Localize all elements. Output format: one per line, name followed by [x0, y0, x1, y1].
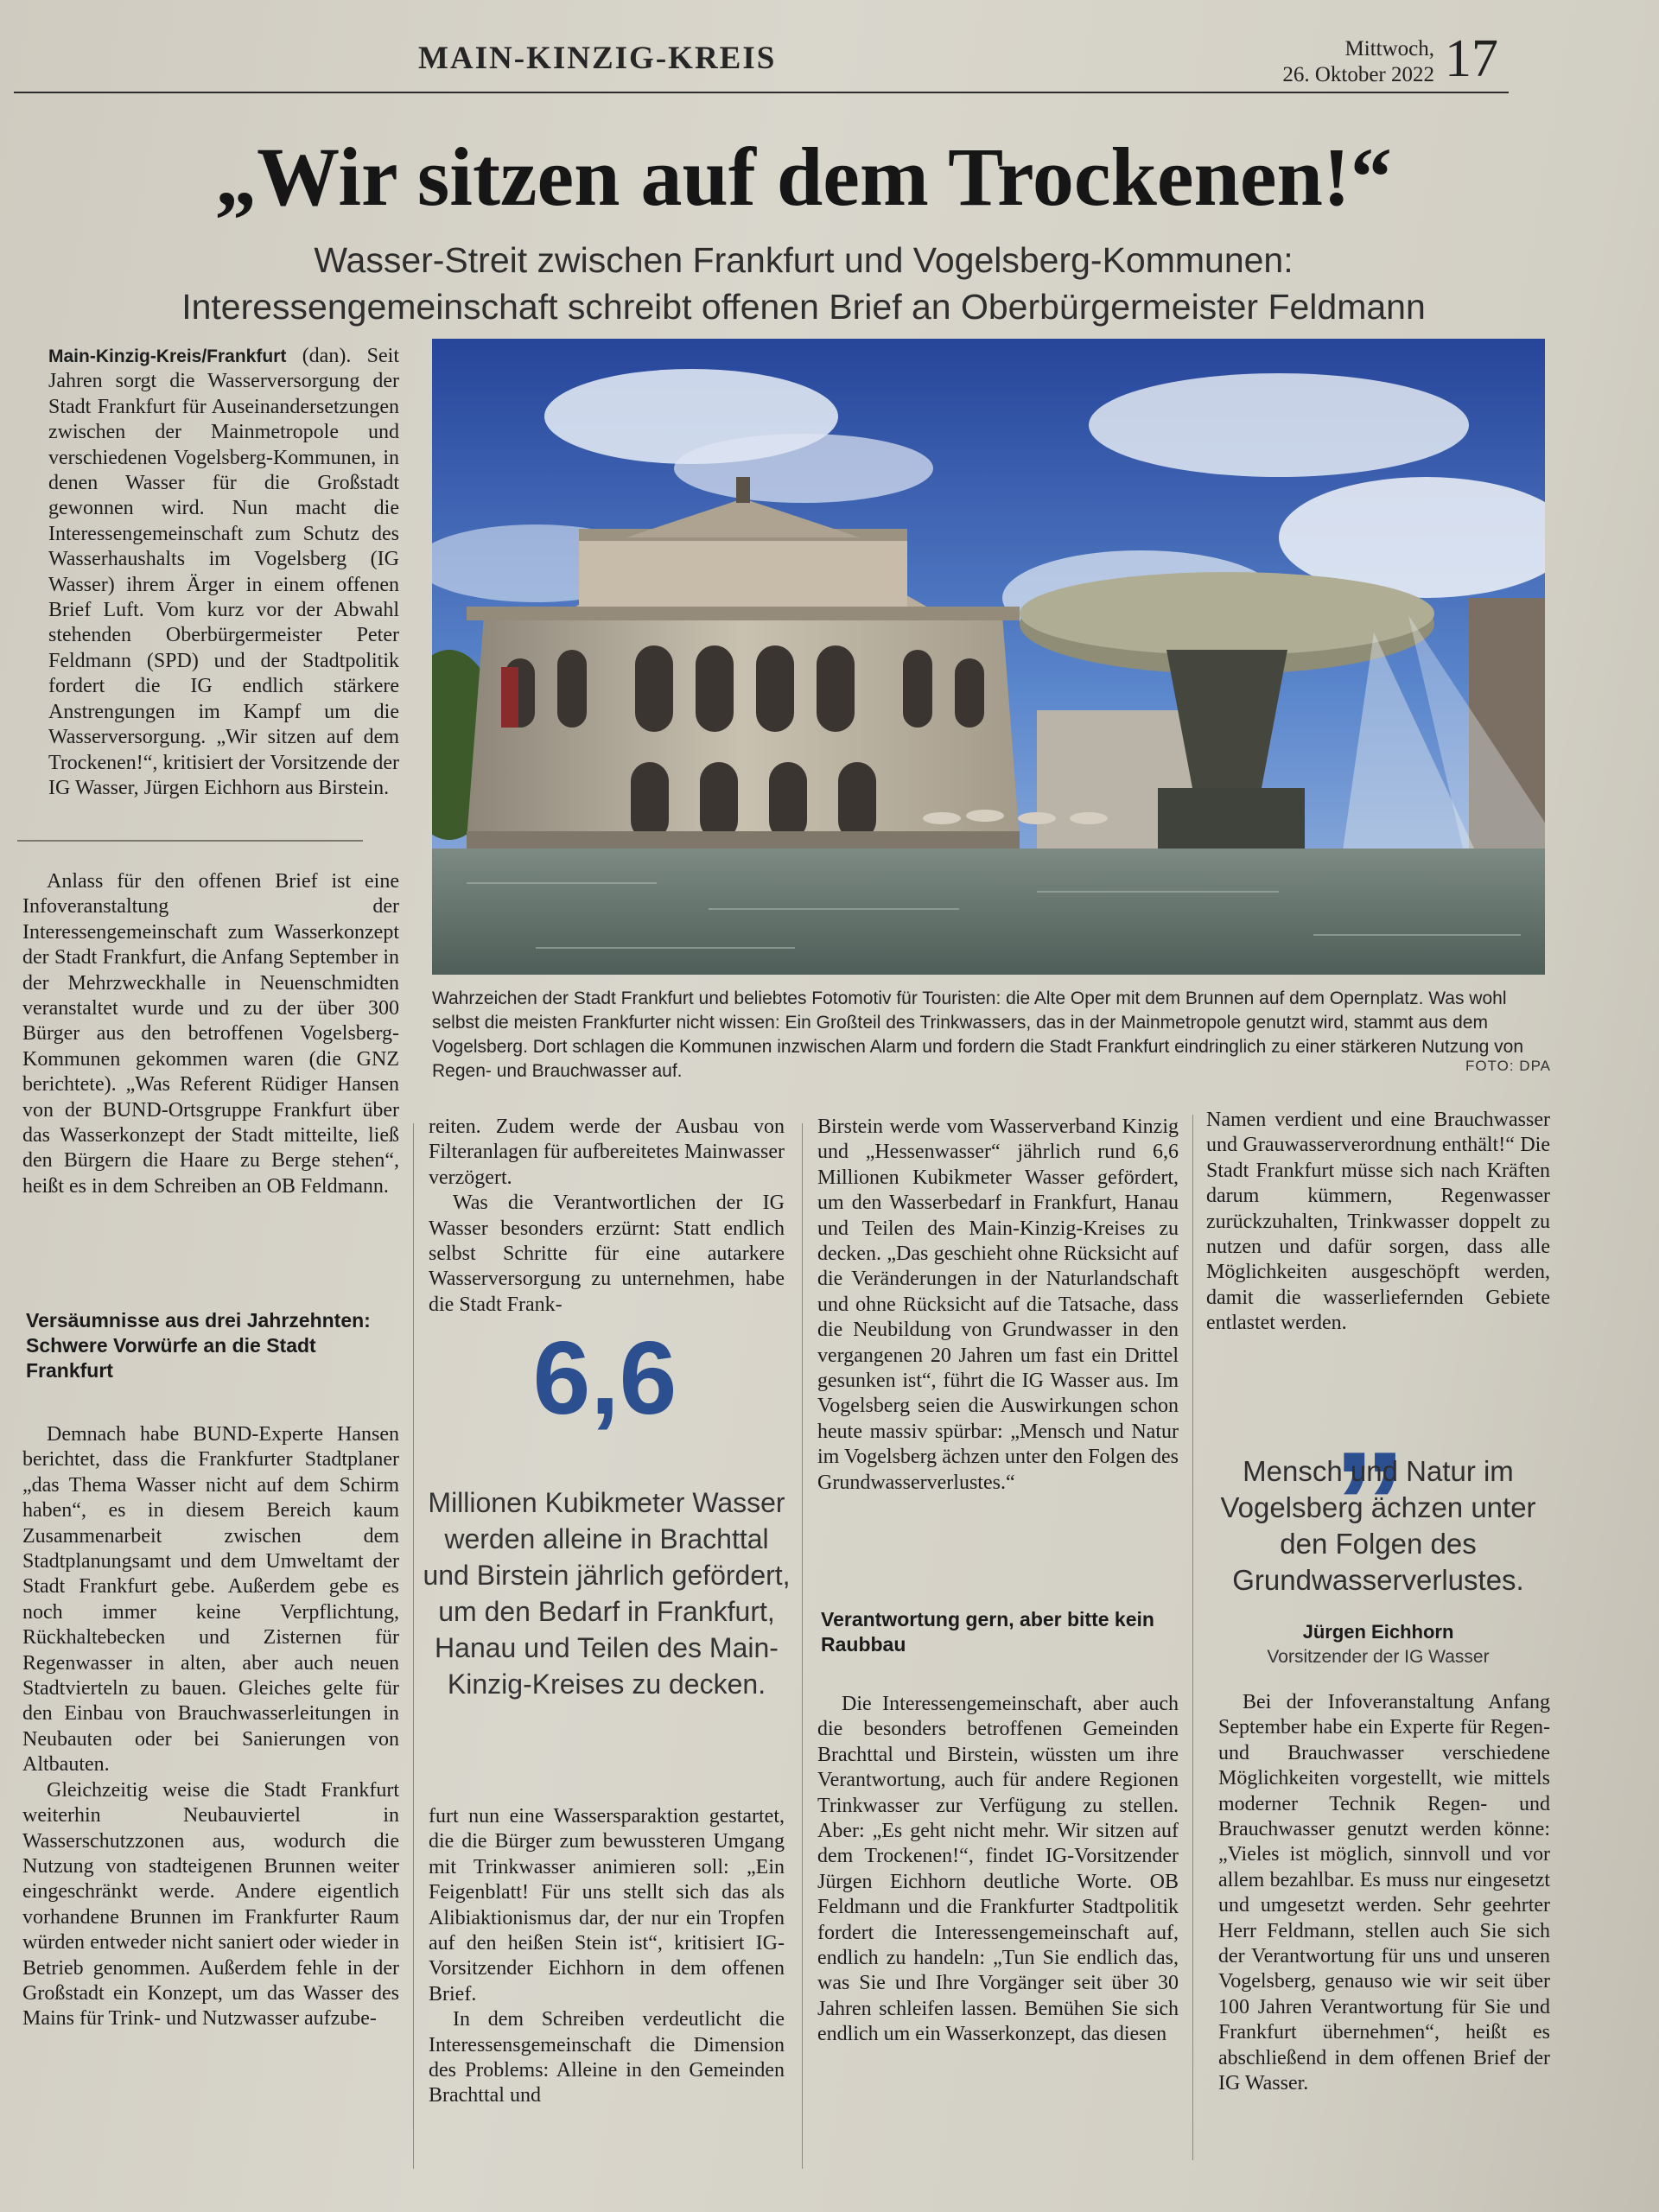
column-divider — [413, 1123, 414, 2169]
paragraph: Was die Verantwortlichen der IG Wasser besonders erzürnt: Statt endlich selbst Schritte für eine autarkere Wasserversorgung zu unternehmen, habe die Stadt Frank- — [429, 1192, 785, 1316]
lead-paragraph — [48, 344, 399, 801]
dateline: Main-Kinzig-Kreis/Frankfurt — [48, 346, 287, 366]
column-divider — [1192, 1115, 1193, 2160]
column-3-bottom — [817, 1692, 1179, 2048]
column-1-top — [22, 869, 399, 1199]
column-divider — [802, 1123, 803, 2169]
photo-credit: FOTO: DPA — [1465, 1058, 1551, 1074]
lead-text: Seit Jahren sorgt die Wasserversorgung der Stadt Frankfurt für Auseinandersetzungen zwischen der Mainmetropole und verschiedenen Vogelsberg-Kommunen, in denen Wasser für die Großstadt gewonnen wird. Nun macht die Interessengemeinschaft zum Schutz des Wasserhaushalts im Vogelsberg (IG Wasser) ihrem Ärger in einem offenen Brief Luft. Vom kurz vor der Abwahl stehenden Oberbürgermeister Peter Feldmann (SPD) und der Stadtpolitik fordert die IG endlich stärkere Anstrengungen im Kampf um die Wasserversorgung. „Wir sitzen auf dem Trockenen!“, kritisiert der Vorsitzende der IG Wasser, Jürgen Eichhorn aus Birstein. — [48, 345, 399, 799]
pullquote-mark: „ — [1332, 1339, 1407, 1503]
pullquote-author: Jürgen Eichhorn — [1302, 1621, 1454, 1643]
paragraph: Namen verdient und eine Brauchwasser und Grauwasserverordnung enthält!“ Die Stadt Frankfurt müsse sich nach Kräften darum kümmern, Regenwasser zurückzuhalten, Trinkwasser doppelt zu nutzen und dafür sorgen, dass alle Möglichkeiten ausgeschöpft werden, damit die wasserliefernden Gebiete entlastet werden. — [1206, 1109, 1550, 1335]
photo-caption: Wahrzeichen der Stadt Frankfurt und beliebtes Fotomotiv für Touristen: die Alte Oper mit dem Brunnen auf dem Opernplatz. Was wohl selbst die meisten Frankfurter nicht wissen: Ein Großteil des Trinkwassers, das in der Mainmetropole genutzt wird, stammt aus dem Vogelsberg. Dort schlagen die Kommunen inzwischen Alarm und fordern die Stadt Frankfurt eindringlich zu einer stärkeren Nutzung von Regen- und Brauchwasser auf. — [432, 988, 1524, 1081]
pullquote-text: Mensch und Natur im Vogelsberg ächzen unter den Folgen des Grundwasserverlustes. — [1220, 1455, 1536, 1596]
pullquote-role: Vorsitzender der IG Wasser — [1267, 1647, 1490, 1667]
issue-date — [1279, 36, 1434, 88]
paragraph: Birstein werde vom Wasserverband Kinzig und „Hessenwasser“ jährlich rund 6,6 Millionen Kubikmeter Wasser gefördert, um den Wasserbedarf in Frankfurt, Hanau und Teilen des Main-Kinzig-Kreises zu decken. „Das geschieht ohne Rücksicht auf die Veränderungen in der Naturlandschaft und ohne Rücksicht auf die Tatsache, dass die Neubildung von Grundwasser in den vergangenen 20 Jahren um fast ein Drittel gesunken ist“, führt die IG Wasser aus. Im Vogelsberg seien die Auswirkungen schon heute massiv spürbar: „Mensch und Natur im Vogelsberg ächzen unter den Folgen des Grundwasserverlustes.“ — [817, 1116, 1179, 1494]
factbox-text: Millionen Kubikmeter Wasser werden alleine in Brachttal und Birstein jährlich gefördert, um den Bedarf in Frankfurt, Hanau und Teilen des Main-Kinzig-Kreises zu decken. — [423, 1487, 791, 1700]
issue-date-text: 26. Oktober 2022 — [1282, 63, 1434, 86]
subheadline-line-2: Interessengemeinschaft schreibt offenen Brief an Oberbürgermeister Feldmann — [181, 287, 1426, 327]
subheadline-line-1: Wasser-Streit zwischen Frankfurt und Vogelsberg-Kommunen: — [314, 240, 1294, 280]
paragraph: reiten. Zudem werde der Ausbau von Filteranlagen für aufbereitetes Mainwasser verzögert. — [429, 1116, 785, 1189]
issue-weekday: Mittwoch, — [1344, 37, 1434, 60]
paragraph: furt nun eine Wassersparaktion gestartet, die die Bürger zum bewussteren Umgang mit Trinkwasser animieren soll: „Ein Feigenblatt! Für uns stellt sich das als Alibiaktionismus dar, der nur ein Tropfen auf den heißen Stein ist“, kritisiert IG-Vorsitzender Eichhorn in dem offenen Brief. — [429, 1805, 785, 2005]
paragraph: Bei der Infoveranstaltung Anfang September habe ein Experte für Regen- und Brauchwasser verschiedene Möglichkeiten vorgestellt, wie mittels moderner Technik Regen- und Brauchwasser genutzt werden könne: „Vieles ist möglich, sinnvoll und vor allem bezahlbar. Es muss nur eingesetzt und umgesetzt werden. Sehr geehrter Herr Feldmann, stellen auch Sie sich der Verantwortung für uns und unseren Vogelsberg, genauso wie wir seit über 100 Jahren Verantwortung für Sie und Frankfurt übernehmen“, heißt es abschließend in dem offenen Brief der IG Wasser. — [1218, 1691, 1550, 2095]
photo-illustration — [432, 339, 1545, 975]
subhead-2: Verantwortung gern, aber bitte kein Raubbau — [821, 1608, 1154, 1656]
subhead-1: Versäumnisse aus drei Jahrzehnten: Schwere Vorwürfe an die Stadt Frankfurt — [26, 1309, 371, 1382]
photo-alte-oper — [432, 339, 1545, 975]
subheadline — [78, 237, 1529, 330]
paragraph: Demnach habe BUND-Experte Hansen berichtet, dass die Frankfurter Stadtplaner „das Thema Wasser nicht auf dem Schirm haben“, es in diesem Bereich kaum Zusammenarbeit zwischen dem Stadtplanungsamt und dem Umweltamt der Stadt Frankfurt gebe. Außerdem gebe es noch immer keine Verpflichtung, Rückhaltebecken und Zisternen für Regenwasser in alten, aber auch neuen Stadtvierteln zu bauen. Gleiches gelte für den Einbau von Brauchwasserleitungen in Neubauten oder bei Sanierungen von Altbauten. — [22, 1423, 399, 1777]
author-tag: (dan). — [302, 345, 352, 367]
column-4-bottom — [1218, 1690, 1550, 2097]
section-title: MAIN-KINZIG-KREIS — [418, 41, 777, 76]
headline: „Wir sitzen auf dem Trockenen!“ — [215, 130, 1392, 223]
factbox-number: 6,6 — [532, 1320, 677, 1436]
column-2-top — [429, 1115, 785, 1318]
paragraph: In dem Schreiben verdeutlicht die Interessensgemeinschaft die Dimension des Problems: Alleine in den Gemeinden Brachttal und — [429, 2008, 785, 2107]
lead-divider — [17, 840, 363, 842]
header-rule — [14, 92, 1509, 93]
paragraph: Gleichzeitig weise die Stadt Frankfurt weiterhin Neubauviertel in Wasserschutzzonen aus, wodurch die Nutzung von stadteigenen Brunnen weiter eingeschränkt werde. Andere eigentlich vorhandene Brunnen im Frankfurter Raum würden entweder nicht saniert oder wieder in Betrieb genommen. Außerdem fehle in der Großstadt ein Konzept, um das Wasser des Mains für Trink- und Nutzwasser aufzube- — [22, 1778, 399, 2031]
paragraph: Die Interessengemeinschaft, aber auch die besonders betroffenen Gemeinden Brachttal und Birstein, wüssten um ihre Verantwortung, auch für andere Regionen Trinkwasser zur Verfügung zu stellen. Aber: „Es geht nicht mehr. Wir sitzen auf dem Trockenen!“, findet IG-Vorsitzender Jürgen Eichhorn deutliche Worte. OB Feldmann und die Frankfurter Stadtpolitik fordert die Interessengemeinschaft auf, endlich zu handeln: „Tun Sie endlich das, was Sie und Ihre Vorgänger seit über 30 Jahren schleifen lassen. Bemühen Sie sich endlich um ein Wasserkonzept, das diesen — [817, 1693, 1179, 2046]
column-2-bottom — [429, 1804, 785, 2109]
column-3-top — [817, 1115, 1179, 1496]
page-number: 17 — [1445, 29, 1498, 88]
column-1-bottom — [22, 1422, 399, 2032]
column-4-top — [1206, 1108, 1550, 1337]
paragraph: Anlass für den offenen Brief ist eine Infoveranstaltung der Interessengemeinschaft zum Wasserkonzept der Stadt Frankfurt, die Anfang September in der Mehrzweckhalle in Neuenschmidten veranstaltet wurde und zu der über 300 Bürger aus den betroffenen Vogelsberg-Kommunen gekommen waren (die GNZ berichtete). „Was Referent Rüdiger Hansen von der BUND-Ortsgruppe Frankfurt über das Wasserkonzept der Stadt mitteilte, ließ den Bürgern die Haare zu Berge stehen“, heißt es in dem Schreiben an OB Feldmann. — [22, 870, 399, 1198]
